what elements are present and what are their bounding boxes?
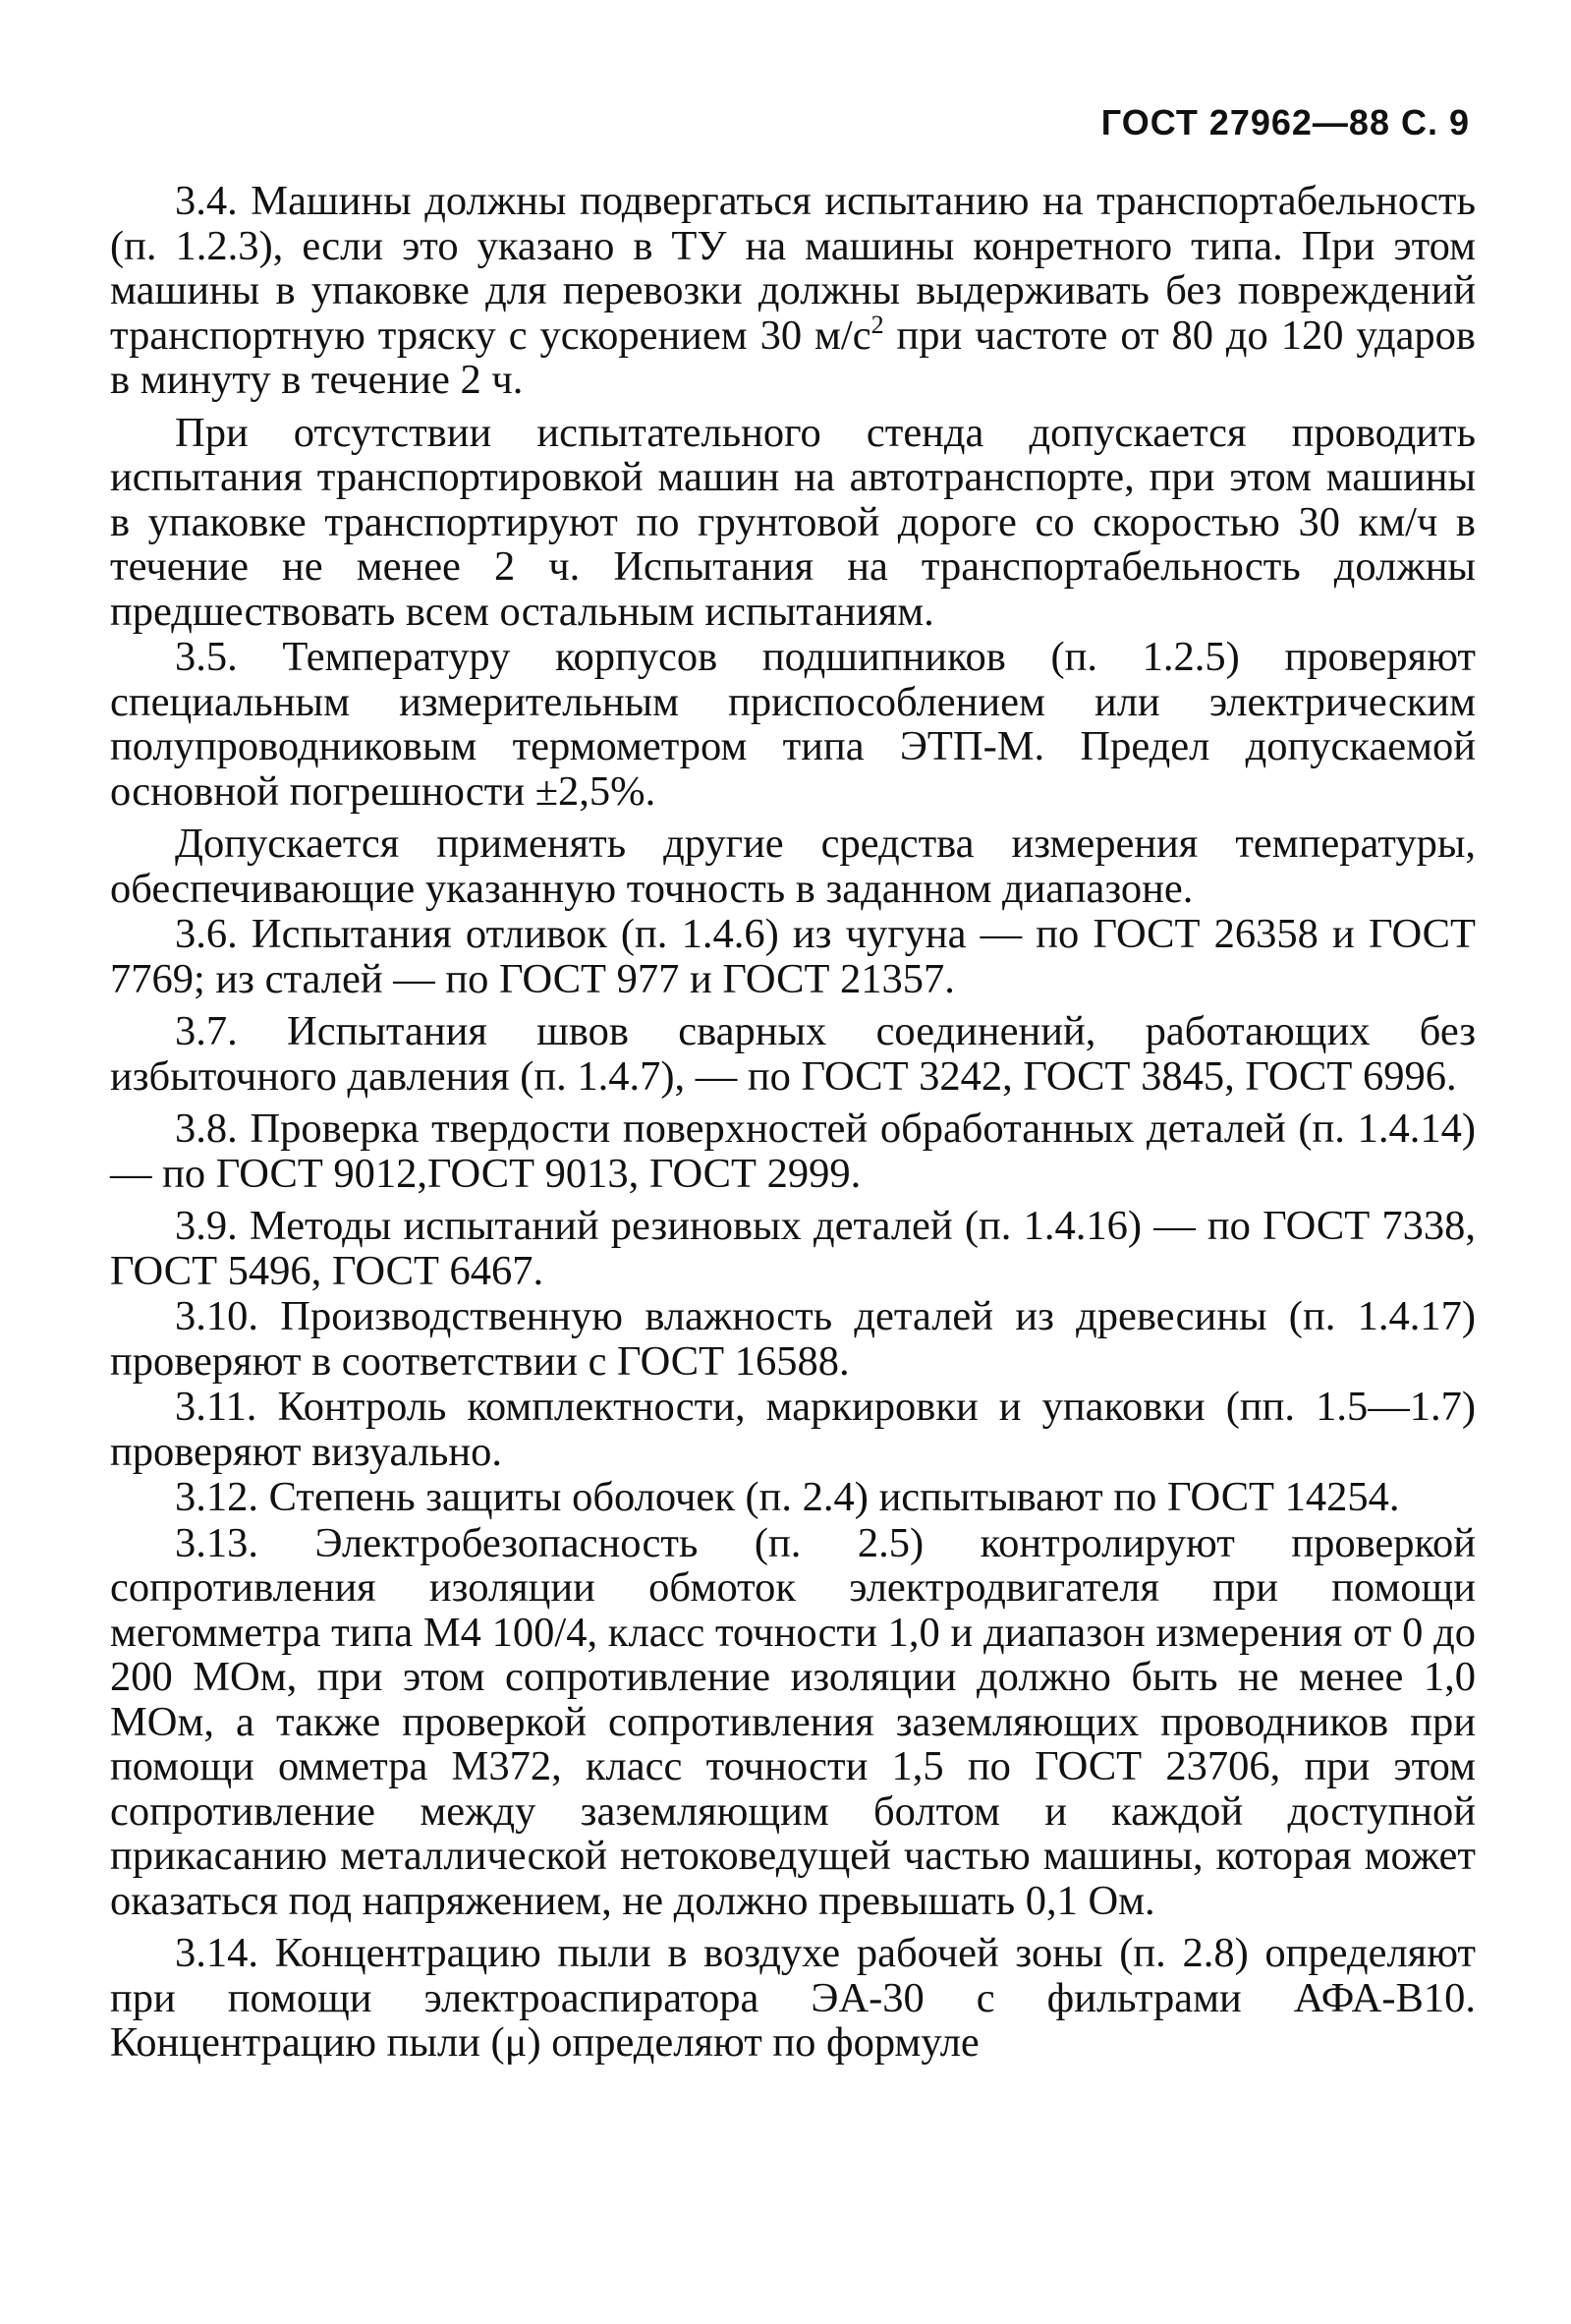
superscript: 2 [870, 310, 884, 339]
paragraph-3-12: 3.12. Степень защиты оболочек (п. 2.4) испытывают по ГОСТ 14254. [175, 1474, 1400, 1520]
paragraph-3-14: 3.14. Концентрацию пыли в воздухе рабочей зоны (п. 2.8) определяют при помощи электроаспиратора ЭА-30 с фильтрами АФА-В10. Концентрацию пыли (μ) определяют по формуле [110, 1930, 1476, 2066]
paragraph-3-4-tail: при частоте от 80 до 120 ударов в минуту в течение 2 ч. [110, 312, 1476, 403]
paragraph-3-4-continued: При отсутствии испытательного стенда допускается проводить испытания транспортировкой машин на автотранспорте, при этом машины в упаковке транспортируют по грунтовой дороге со скоростью 30 км/ч в течение не менее 2 ч. Испытания на транспортабельность должны предшествовать всем остальным испытаниям. [110, 409, 1476, 635]
paragraph-3-13: 3.13. Электробезопасность (п. 2.5) контролируют проверкой сопротивления изоляции обмоток электродвигателя при помощи мегомметра типа М4 100/4, класс точности 1,0 и диапазон измерения от 0 до 200 МОм, при этом сопротивление изоляции должно быть не менее 1,0 МОм, а также проверкой сопротивления заземляющих проводников при помощи омметра М372, класс точности 1,5 по ГОСТ 23706, при этом сопротивление между заземляющим болтом и каждой доступной прикасанию металлической нетоковедущей частью машины, которая может оказаться под напряжением, не должно превышать 0,1 Ом. [110, 1519, 1476, 1924]
paragraph-3-5: 3.5. Температуру корпусов подшипников (п. 1.2.5) проверяют специальным измерительным приспособлением или электрическим полупроводниковым термометром типа ЭТП-М. Предел допускаемой основной погрешности ±2,5%. [110, 634, 1476, 815]
paragraph-3-7: 3.7. Испытания швов сварных соединений, работающих без избыточного давления (п. 1.4.7), — по ГОСТ 3242, ГОСТ 3845, ГОСТ 6996. [110, 1008, 1476, 1100]
paragraph-3-8: 3.8. Проверка твердости поверхностей обработанных деталей (п. 1.4.14) — по ГОСТ 9012,ГОСТ 9013, ГОСТ 2999. [110, 1105, 1476, 1197]
paragraph-3-4-text: 3.4. Машины должны подвергаться испытанию на транспортабельность (п. 1.2.3), если это указано в ТУ на машины конретного типа. При этом машины в упаковке для перевозки должны выдерживать без повреждений транспортную тряску с ускорением 30 м/с [110, 178, 1476, 359]
paragraph-3-6: 3.6. Испытания отливок (п. 1.4.6) из чугуна — по ГОСТ 26358 и ГОСТ 7769; из сталей — по ГОСТ 977 и ГОСТ 21357. [110, 911, 1476, 1002]
paragraph-3-10: 3.10. Производственную влажность деталей из древесины (п. 1.4.17) проверяют в соответствии с ГОСТ 16588. [110, 1293, 1476, 1385]
document-body [110, 179, 1476, 2067]
paragraph-3-5-continued: Допускается применять другие средства измерения температуры, обеспечивающие указанную точность в заданном диапазоне. [110, 821, 1476, 912]
paragraph-3-11: 3.11. Контроль комплектности, маркировки и упаковки (пп. 1.5—1.7) проверяют визуально. [110, 1384, 1476, 1475]
paragraph-3-9: 3.9. Методы испытаний резиновых деталей (п. 1.4.16) — по ГОСТ 7338, ГОСТ 5496, ГОСТ 6467. [110, 1203, 1476, 1294]
paragraph-3-4 [110, 179, 1476, 403]
page-header: ГОСТ 27962—88 С. 9 [1100, 102, 1470, 142]
